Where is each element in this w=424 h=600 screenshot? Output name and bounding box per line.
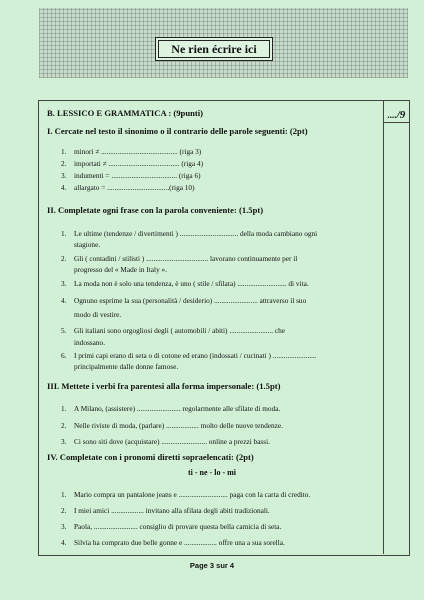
ex4-item-number: 1. — [61, 490, 67, 499]
page-number: Page 3 sur 4 — [189, 561, 235, 570]
ex1-item-number: 3. — [61, 171, 67, 180]
no-write-stamp — [155, 37, 273, 61]
ex2-title: II. Completate ogni frase con la parola conveniente: (1.5pt) — [47, 205, 264, 215]
ex4-item: I miei amici .................. invitano alla sfilata degli abiti tradizionali. — [74, 506, 270, 515]
ex4-item-number: 2. — [61, 506, 67, 515]
stamp-text: Ne rien écrire ici — [171, 42, 257, 56]
ex2-item-line: I primi capi erano di seta o di cotone ed erano (indossati / cucinati ) ........................ — [74, 351, 317, 360]
ex4-item: Mario compra un pantalone jeans e ........................... paga con la carta di credito. — [74, 490, 311, 499]
ex2-item-line: La moda non è solo una tendenza, è uno ( stile / sfilata) ........................... di vita. — [74, 279, 309, 288]
ex4-item-number: 4. — [61, 538, 67, 547]
ex3-item: Nelle riviste di moda, (parlare) .................. molto delle nuove tendenze. — [74, 421, 283, 430]
ex1-item-number: 4. — [61, 183, 67, 192]
ex2-item-line: Le ultime (tendenze / divertimenti ) ................................ della moda cambiano ogni — [74, 229, 318, 238]
ex3-title: III. Mettete i verbi fra parentesi alla forma impersonale: (1.5pt) — [47, 381, 281, 391]
ex1-item: allargato = ..................................(riga 10) — [74, 183, 195, 192]
ex3-item-number: 1. — [61, 404, 67, 413]
ex4-item: Paola, ........................ consiglio di provare questa bella camicia di seta. — [74, 522, 282, 531]
score-total: /9 — [396, 109, 406, 121]
score-column — [383, 100, 409, 554]
section-b-title: B. LESSICO E GRAMMATICA : (9punti) — [47, 108, 203, 118]
ex2-item-line: Ognuno esprime la sua (personalità / desiderio) ........................ attraverso il suo — [74, 296, 307, 305]
ex1-item: indumenti = .................................... (riga 6) — [74, 171, 201, 180]
ex3-item: Ci sono siti dove (acquistare) ......................... online a prezzi bassi. — [74, 437, 270, 446]
ex2-item-number: 2. — [61, 254, 67, 263]
ex4-item-number: 3. — [61, 522, 67, 531]
ex2-item-line: Gli ( contadini / stilisti ) .................................. lavorano continuamente per il — [74, 254, 298, 263]
ex2-item-number: 4. — [61, 296, 67, 305]
ex1-item-number: 2. — [61, 159, 67, 168]
ex2-item-line: progresso del « Made in Italy ». — [74, 265, 168, 274]
ex1-title: I. Cercate nel testo il sinonimo o il contrario delle parole seguenti: (2pt) — [47, 126, 308, 136]
ex2-item-line: Gli italiani sono orgogliosi degli ( automobili / abiti) ........................ che — [74, 326, 286, 335]
ex2-item-line: indossano. — [74, 338, 106, 347]
ex4-item: Silvia ha comprato due belle gonne e .................. offre una a sua sorella. — [74, 538, 285, 547]
score-slot: .... — [387, 110, 397, 120]
ex3-item-number: 3. — [61, 437, 67, 446]
ex3-item: A Milano, (assistere) ........................ regolarmente alle sfilate di moda. — [74, 404, 281, 413]
ex1-item-number: 1. — [61, 147, 67, 156]
pronoun-list: ti - ne - lo - mi — [188, 468, 236, 477]
ex2-item-number: 3. — [61, 279, 67, 288]
ex2-item-number: 1. — [61, 229, 67, 238]
ex1-item: importati ≠ ....................................... (riga 4) — [74, 159, 204, 168]
ex4-title: IV. Completate con i pronomi diretti sopraelencati: (2pt) — [47, 452, 254, 462]
score-box — [384, 100, 409, 123]
ex1-item: minori ≠ .......................................... (riga 3) — [74, 147, 202, 156]
ex2-item-line: principalmente dalle donne famose. — [74, 362, 179, 371]
ex2-item-number: 5. — [61, 326, 67, 335]
ex2-item-line: stagione. — [74, 240, 101, 249]
ex2-item-line: modo di vestire. — [74, 310, 122, 319]
ex2-item-number: 6. — [61, 351, 67, 360]
ex3-item-number: 2. — [61, 421, 67, 430]
